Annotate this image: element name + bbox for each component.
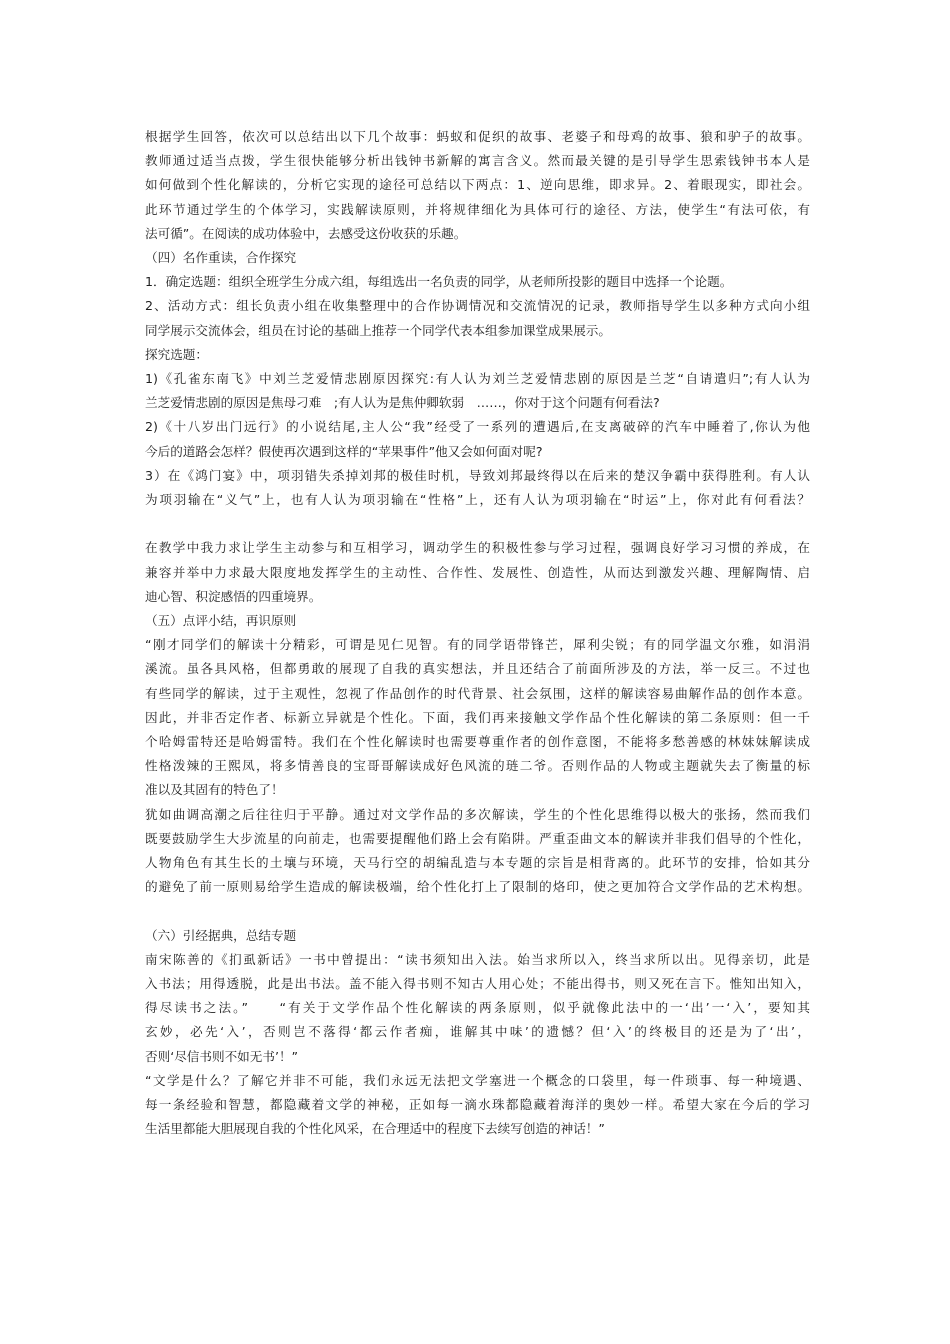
paragraph-line: 每一条经验和智慧，都隐藏着文学的神秘，正如每一滴水珠都隐藏着海洋的奥妙一样。希望大家在今后的学习 <box>145 1097 810 1113</box>
blank-line <box>145 899 810 923</box>
paragraph-line: 个哈姆雷特还是哈姆雷特。我们在个性化解读时也需要尊重作者的创作意图，不能将多愁善感的林妹妹解读成 <box>145 734 810 750</box>
paragraph-line: 2、活动方式：组长负责小组在收集整理中的合作协调情况和交流情况的记录，教师指导学生以多种方式向小组 <box>145 298 810 314</box>
paragraph-line: 否则‘尽信书则不如无书’！” <box>145 1048 299 1064</box>
paragraph-line: 此环节通过学生的个体学习，实践解读原则，并将规律细化为具体可行的途径、方法，使学生“有法可依，有 <box>145 201 810 217</box>
section-heading: （四）名作重读，合作探究 <box>145 250 297 266</box>
paragraph-line: 犹如曲调高潮之后往往归于平静。通过对文学作品的多次解读，学生的个性化思维得以极大的张扬，然而我们 <box>145 806 810 822</box>
section-heading: （六）引经据典，总结专题 <box>145 927 297 943</box>
paragraph-line: 入书法；用得透脱，此是出书法。盖不能入得书则不知古人用心处；不能出得书，则又死在言下。惟知出知入， <box>145 976 810 992</box>
paragraph-line: 1)《孔雀东南飞》中刘兰芝爱情悲剧原因探究:有人认为刘兰芝爱情悲剧的原因是兰芝“自请遣归”;有人认为 <box>145 371 810 387</box>
document-body <box>145 125 810 1142</box>
paragraph-line: 迪心智、积淀感悟的四重境界。 <box>145 588 322 604</box>
paragraph-line: 探究选题： <box>145 346 208 362</box>
paragraph-line: “文学是什么？了解它并非不可能，我们永远无法把文学塞进一个概念的口袋里，每一件琐事、每一种境遇、 <box>145 1072 810 1088</box>
paragraph-line: 得尽读书之法。” “有关于文学作品个性化解读的两条原则，似乎就像此法中的一‘出’一‘入’，要知其 <box>145 1000 810 1016</box>
paragraph-line: 南宋陈善的《扪虱新话》一书中曾提出：“读书须知出入法。始当求所以入，终当求所以出。见得亲切，此是 <box>145 951 810 967</box>
paragraph-line: 1．确定选题：组织全班学生分成六组，每组选出一名负责的同学，从老师所投影的题目中选择一个论题。 <box>145 274 733 290</box>
paragraph-line: 玄妙，必先‘入’，否则岂不落得‘都云作者痴，谁解其中味’的遗憾？但‘入’的终极目的还是为了‘出’， <box>145 1024 810 1040</box>
paragraph-line: 根据学生回答，依次可以总结出以下几个故事：蚂蚁和促织的故事、老婆子和母鸡的故事、狼和驴子的故事。 <box>145 129 810 144</box>
paragraph-line: 今后的道路会怎样？假使再次遇到这样的“苹果事件”他又会如何面对呢? <box>145 443 543 459</box>
paragraph-line: 性格泼辣的王熙凤，将多情善良的宝哥哥解读成好色风流的琏二爷。否则作品的人物或主题就失去了衡量的标 <box>145 758 810 774</box>
paragraph-line: 兼容并举中力求最大限度地发挥学生的主动性、合作性、发展性、创造性，从而达到激发兴趣、理解陶情、启 <box>145 564 810 580</box>
paragraph-line: 3）在《鸿门宴》中，项羽错失杀掉刘邦的极佳时机，导致刘邦最终得以在后来的楚汉争霸中获得胜利。有人认 <box>145 467 810 483</box>
paragraph-line: 在教学中我力求让学生主动参与和互相学习，调动学生的积极性参与学习过程，强调良好学习习惯的养成，在 <box>145 540 810 556</box>
paragraph-line: 法可循”。在阅读的成功体验中，去感受这份收获的乐趣。 <box>145 225 467 241</box>
paragraph-line: 2)《十八岁出门远行》的小说结尾,主人公“我”经受了一系列的遭遇后,在支离破碎的汽车中睡着了,你认为他 <box>145 419 810 435</box>
paragraph-line: 为项羽输在“义气”上，也有人认为项羽输在“性格”上，还有人认为项羽输在“时运”上，你对此有何看法？ <box>145 492 810 508</box>
paragraph-line: 教师通过适当点拨，学生很快能够分析出钱钟书新解的寓言含义。然而最关键的是引导学生思索钱钟书本人是 <box>145 153 810 169</box>
blank-line <box>145 512 810 536</box>
paragraph-line: 有些同学的解读，过于主观性，忽视了作品创作的时代背景、社会氛围，这样的解读容易曲解作品的创作本意。 <box>145 685 810 701</box>
paragraph-line: 如何做到个性化解读的，分析它实现的途径可总结以下两点：1、逆向思维，即求异。2、着眼现实，即社会。 <box>145 177 810 193</box>
paragraph-line: 同学展示交流体会，组员在讨论的基础上推荐一个同学代表本组参加课堂成果展示。 <box>145 322 611 338</box>
paragraph-line: 溪流。虽各具风格，但都勇敢的展现了自我的真实想法，并且还结合了前面所涉及的方法，举一反三。不过也 <box>145 661 810 677</box>
paragraph-line: 人物角色有其生长的土壤与环境，天马行空的胡编乱造与本专题的宗旨是相背离的。此环节的安排，恰如其分 <box>145 855 810 871</box>
paragraph-line: 既要鼓励学生大步流星的向前走，也需要提醒他们路上会有陷阱。严重歪曲文本的解读并非我们倡导的个性化， <box>145 830 810 846</box>
paragraph-line: 因此，并非否定作者、标新立异就是个性化。下面，我们再来接触文学作品个性化解读的第二条原则：但一千 <box>145 709 810 725</box>
paragraph-line: “刚才同学们的解读十分精彩，可谓是见仁见智。有的同学语带锋芒，犀利尖锐；有的同学温文尔雅，如涓涓 <box>145 637 810 653</box>
paragraph-line: 准以及其固有的特色了！ <box>145 782 284 798</box>
section-heading: （五）点评小结，再识原则 <box>145 613 297 629</box>
paragraph-line: 生活里都能大胆展现自我的个性化风采，在合理适中的程度下去续写创造的神话！” <box>145 1121 605 1137</box>
paragraph-line: 的避免了前一原则易给学生造成的解读极端，给个性化打上了限制的烙印，使之更加符合文学作品的艺术构想。 <box>145 879 810 895</box>
paragraph-line: 兰芝爱情悲剧的原因是焦母刁难 ;有人认为是焦仲卿软弱 ……，你对于这个问题有何看法? <box>145 395 660 411</box>
